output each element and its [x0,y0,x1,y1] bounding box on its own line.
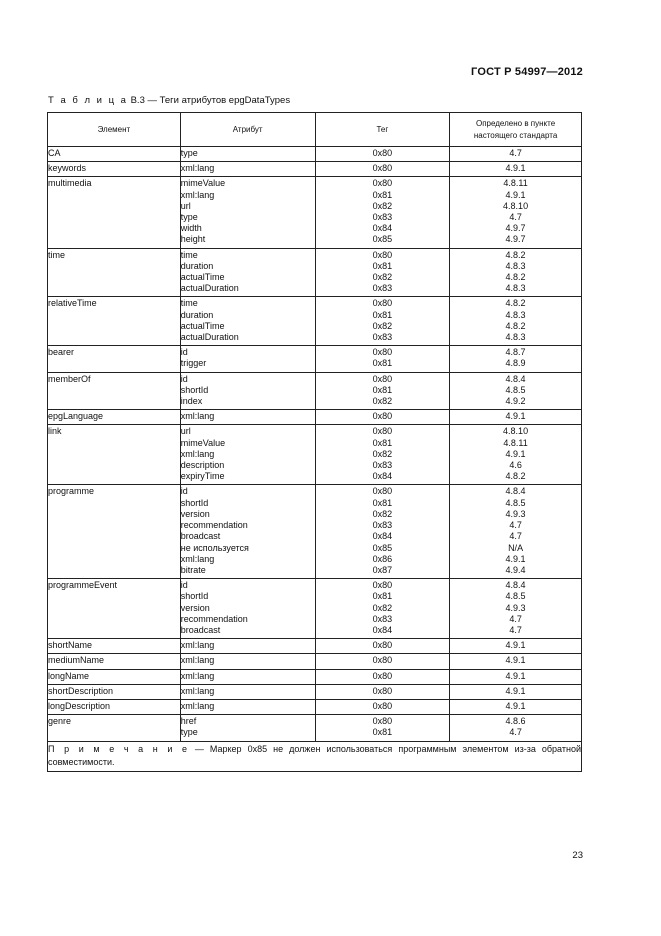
tag-line: 0x80 [372,700,393,711]
column-header-element: Элемент [48,113,181,147]
cell-tag [315,699,450,714]
table-row [48,162,582,177]
cell-attribute [180,297,315,346]
reference-line: 4.9.1 [505,553,526,564]
table-note-row [48,741,582,771]
cell-tag [315,654,450,669]
reference-line: 4.8.3 [505,309,526,320]
reference-line: N/A [508,542,524,553]
table-row [48,248,582,297]
attribute-line: recommendation [180,520,248,531]
tag-line: 0x80 [372,486,393,497]
tag-line: 0x82 [372,200,393,211]
cell-attribute [180,346,315,372]
attribute-line: trigger [180,358,207,369]
cell-attribute [180,579,315,639]
cell-tag [315,410,450,425]
cell-tag [315,372,450,410]
attribute-line: id [180,486,188,497]
tag-line: 0x80 [372,148,393,158]
cell-tag [315,485,450,579]
cell-reference [450,147,582,162]
reference-line: 4.9.1 [505,411,526,422]
attribute-line: xml:lang [180,685,215,696]
cell-tag [315,162,450,177]
attribute-line: duration [180,260,214,271]
cell-reference [450,248,582,297]
attribute-line: duration [180,309,214,320]
table-row [48,372,582,410]
reference-line: 4.8.10 [503,426,529,437]
tag-line: 0x80 [372,426,393,437]
reference-line: 4.7 [509,531,522,542]
reference-line: 4.9.1 [505,163,526,174]
reference-line: 4.8.7 [505,347,526,358]
attribute-line: url [180,426,191,437]
cell-element: programmeEvent [48,579,181,639]
attribute-tags-table [47,112,582,772]
reference-line: 4.9.1 [505,670,526,681]
tag-line: 0x80 [372,685,393,696]
attribute-line: actualDuration [180,283,239,294]
table-row [48,410,582,425]
reference-line: 4.8.6 [505,716,526,727]
cell-element: relativeTime [48,297,181,346]
reference-line: 4.7 [509,520,522,531]
tag-line: 0x83 [372,613,393,624]
reference-line: 4.8.3 [505,283,526,294]
attribute-line: width [180,223,202,234]
cell-tag [315,346,450,372]
tag-line: 0x81 [372,384,393,395]
reference-line: 4.7 [509,613,522,624]
attribute-line: shortId [180,591,209,602]
cell-reference [450,699,582,714]
cell-reference [450,425,582,485]
reference-line: 4.9.1 [505,700,526,711]
attribute-line: time [180,298,198,309]
tag-line: 0x81 [372,437,393,448]
attribute-line: xml:lang [180,411,215,422]
cell-element: keywords [48,162,181,177]
attribute-line: actualTime [180,272,225,283]
reference-line: 4.9.4 [505,564,526,575]
table-caption-prefix: Т а б л и ц а [48,95,128,106]
reference-line: 4.7 [509,624,522,635]
attribute-line: shortId [180,497,209,508]
cell-tag [315,425,450,485]
cell-tag [315,669,450,684]
cell-attribute [180,699,315,714]
cell-attribute [180,147,315,162]
tag-line: 0x80 [372,298,393,309]
cell-element: link [48,425,181,485]
tag-line: 0x85 [372,234,393,245]
table-note-label: П р и м е ч а н и е [48,743,189,754]
cell-tag [315,297,450,346]
cell-reference [450,485,582,579]
tag-line: 0x81 [372,189,393,200]
tag-line: 0x84 [372,471,393,482]
attribute-line: id [180,580,188,591]
attribute-line: mimeValue [180,178,226,189]
page-number: 23 [572,850,583,861]
tag-line: 0x80 [372,670,393,681]
attribute-line: xml:lang [180,163,215,174]
table-header-row [48,113,582,147]
attribute-line: xml:lang [180,655,215,666]
cell-reference [450,346,582,372]
reference-line: 4.8.3 [505,332,526,343]
table-row [48,177,582,248]
tag-line: 0x80 [372,640,393,651]
cell-tag [315,579,450,639]
tag-line: 0x87 [372,564,393,575]
cell-attribute [180,654,315,669]
tag-line: 0x83 [372,283,393,294]
cell-reference [450,177,582,248]
tag-line: 0x85 [372,542,393,553]
attribute-line: url [180,200,191,211]
table-note [48,741,582,771]
attribute-line: broadcast [180,624,221,635]
attribute-line: broadcast [180,531,221,542]
tag-line: 0x80 [372,347,393,358]
table-caption [48,95,290,106]
reference-line: 4.8.2 [505,320,526,331]
attribute-line: time [180,249,198,260]
cell-element: mediumName [48,654,181,669]
tag-line: 0x86 [372,553,393,564]
cell-reference [450,372,582,410]
table-body [48,147,582,742]
attribute-line: version [180,508,210,519]
attribute-line: version [180,602,210,613]
attribute-line: actualDuration [180,332,239,343]
attribute-line: expiryTime [180,471,225,482]
cell-element: epgLanguage [48,410,181,425]
reference-line: 4.8.10 [503,200,529,211]
reference-line: 4.9.3 [505,508,526,519]
attribute-line: xml:lang [180,553,215,564]
attribute-line: bitrate [180,564,206,575]
table-caption-text: В.3 — Теги атрибутов epgDataTypes [130,95,291,106]
tag-line: 0x83 [372,332,393,343]
reference-line: 4.9.1 [505,685,526,696]
reference-line: 4.8.2 [505,272,526,283]
reference-line: 4.9.1 [505,448,526,459]
reference-line: 4.6 [509,460,522,471]
tag-line: 0x81 [372,591,393,602]
cell-element: shortDescription [48,684,181,699]
tag-line: 0x81 [372,727,393,738]
attribute-line: id [180,373,188,384]
cell-tag [315,177,450,248]
reference-line: 4.8.5 [505,384,526,395]
cell-reference [450,654,582,669]
attribute-line: shortId [180,384,209,395]
tag-line: 0x82 [372,272,393,283]
tag-line: 0x80 [372,580,393,591]
column-header-reference-line1: Определено в пункте [475,118,556,128]
attribute-line: xml:lang [180,640,215,651]
reference-line: 4.8.11 [503,178,528,189]
cell-element: programme [48,485,181,579]
tag-line: 0x80 [372,655,393,666]
reference-line: 4.9.1 [505,640,526,651]
cell-attribute [180,162,315,177]
reference-line: 4.8.2 [505,249,526,260]
cell-reference [450,715,582,741]
tag-line: 0x83 [372,460,393,471]
tag-line: 0x83 [372,520,393,531]
cell-element: multimedia [48,177,181,248]
tag-line: 0x80 [372,373,393,384]
reference-line: 4.9.1 [505,655,526,666]
cell-element: CA [48,147,181,162]
cell-reference [450,410,582,425]
tag-line: 0x80 [372,163,393,174]
attribute-line: actualTime [180,320,225,331]
reference-line: 4.8.11 [503,437,528,448]
table-row [48,639,582,654]
cell-reference [450,579,582,639]
attribute-line: description [180,460,225,471]
tag-line: 0x82 [372,396,393,407]
cell-element: time [48,248,181,297]
column-header-tag: Тег [315,113,450,147]
tag-line: 0x83 [372,212,393,223]
reference-line: 4.8.2 [505,471,526,482]
attribute-line: xml:lang [180,670,215,681]
cell-attribute [180,410,315,425]
cell-element: longDescription [48,699,181,714]
cell-tag [315,147,450,162]
reference-line: 4.8.2 [505,298,526,309]
document-standard-header: ГОСТ Р 54997—2012 [471,66,583,78]
reference-line: 4.8.4 [505,373,526,384]
cell-element: memberOf [48,372,181,410]
cell-attribute [180,485,315,579]
reference-line: 4.7 [509,212,522,223]
cell-tag [315,248,450,297]
tag-line: 0x81 [372,358,393,369]
table-note-text: — Маркер 0x85 не должен использоваться программным элементом из-за обратной совместимости. [48,743,581,767]
reference-line: 4.7 [509,727,522,738]
reference-line: 4.8.4 [505,580,526,591]
attribute-line: xml:lang [180,700,215,711]
reference-line: 4.9.7 [505,223,526,234]
cell-tag [315,715,450,741]
cell-attribute [180,177,315,248]
cell-reference [450,684,582,699]
attribute-line: height [180,234,206,245]
cell-reference [450,297,582,346]
table-row [48,684,582,699]
tag-line: 0x81 [372,309,393,320]
cell-attribute [180,715,315,741]
attribute-line: id [180,347,188,358]
tag-line: 0x80 [372,178,393,189]
table-row [48,485,582,579]
attribute-line: href [180,716,197,727]
column-header-attribute: Атрибут [180,113,315,147]
tag-line: 0x80 [372,716,393,727]
attribute-line: mimeValue [180,437,226,448]
reference-line: 4.9.7 [505,234,526,245]
tag-line: 0x81 [372,497,393,508]
column-header-reference-line2: настоящего стандарта [473,130,558,140]
table-row [48,346,582,372]
table-row [48,699,582,714]
column-header-reference [450,113,582,147]
cell-element: genre [48,715,181,741]
tag-line: 0x81 [372,260,393,271]
table-row [48,425,582,485]
cell-attribute [180,639,315,654]
attribute-line: index [180,396,203,407]
cell-attribute [180,669,315,684]
attribute-line: type [180,148,198,158]
cell-element: shortName [48,639,181,654]
reference-line: 4.9.3 [505,602,526,613]
tag-line: 0x82 [372,602,393,613]
table-row [48,715,582,741]
attribute-line: type [180,212,198,223]
tag-line: 0x84 [372,223,393,234]
cell-tag [315,684,450,699]
reference-line: 4.8.3 [505,260,526,271]
cell-attribute [180,684,315,699]
tag-line: 0x82 [372,508,393,519]
cell-attribute [180,372,315,410]
tag-line: 0x84 [372,624,393,635]
table-row [48,297,582,346]
tag-line: 0x82 [372,320,393,331]
cell-element: bearer [48,346,181,372]
tag-line: 0x84 [372,531,393,542]
table-row [48,654,582,669]
cell-reference [450,639,582,654]
reference-line: 4.9.2 [505,396,526,407]
tag-line: 0x80 [372,411,393,422]
reference-line: 4.8.5 [505,591,526,602]
attribute-line: recommendation [180,613,248,624]
attribute-line: xml:lang [180,189,215,200]
cell-element: longName [48,669,181,684]
table-row [48,669,582,684]
table-row [48,579,582,639]
cell-attribute [180,248,315,297]
reference-line: 4.7 [509,148,522,158]
tag-line: 0x80 [372,249,393,260]
tag-line: 0x82 [372,448,393,459]
reference-line: 4.8.4 [505,486,526,497]
cell-attribute [180,425,315,485]
table-row [48,147,582,162]
attribute-line: xml:lang [180,448,215,459]
cell-tag [315,639,450,654]
cell-reference [450,669,582,684]
attribute-line: type [180,727,198,738]
reference-line: 4.9.1 [505,189,526,200]
attribute-line: не используется [180,542,249,553]
cell-reference [450,162,582,177]
reference-line: 4.8.9 [505,358,526,369]
reference-line: 4.8.5 [505,497,526,508]
